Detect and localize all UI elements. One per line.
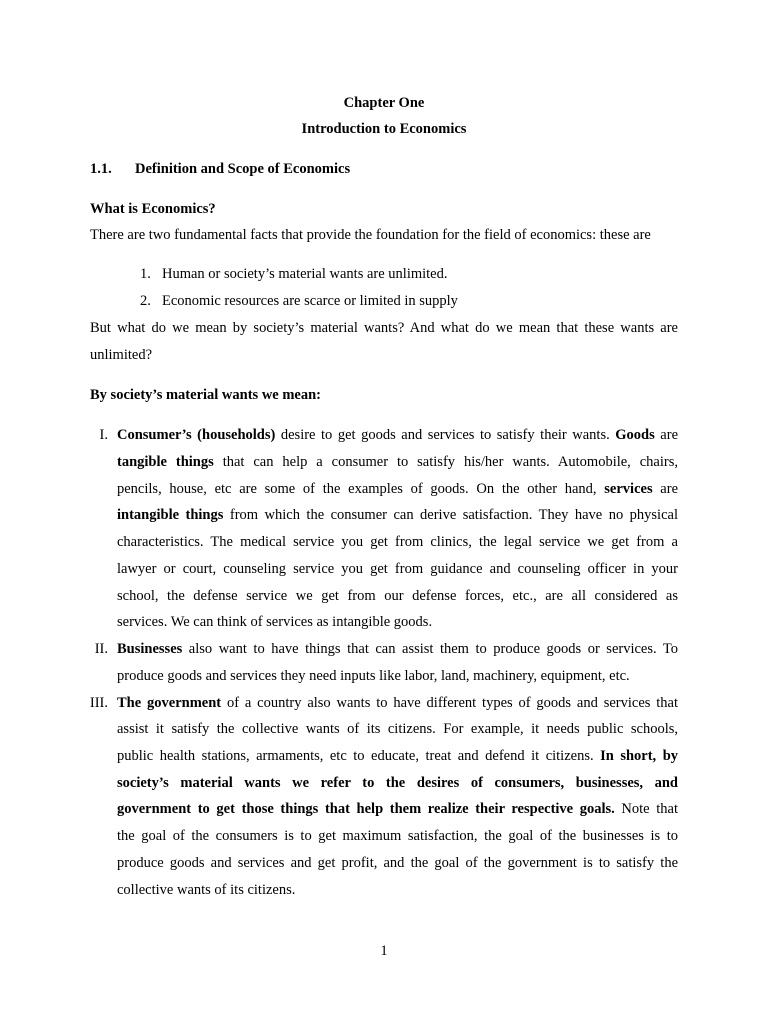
list-item-line: society’s material wants we refer to the desires of consumers, businesses, and [117, 775, 678, 791]
roman-numeral: III. [89, 695, 108, 711]
list-item-line: government to get those things that help them realize their respective goals. Note that [117, 801, 678, 817]
list-item-line: public health stations, armaments, etc to educate, treat and defend it citizens. In short, by [117, 748, 679, 764]
list-item-line: Businesses also want to have things that can assist them to produce goods or services. To [117, 641, 678, 657]
list-item-line: The government of a country also wants to have different types of goods and services that [117, 695, 678, 711]
list-item-line: characteristics. The medical service you get from clinics, the legal service we get from a [117, 534, 678, 550]
list-item-line: the goal of the consumers is to get maximum satisfaction, the goal of the businesses is to [117, 828, 678, 844]
intro-paragraph: There are two fundamental facts that provide the foundation for the field of economics: these are [90, 227, 651, 243]
page-number: 1 [380, 943, 388, 959]
wants-heading: By society’s material wants we mean: [90, 387, 322, 403]
list-item-line: tangible things that can help a consumer to satisfy his/her wants. Automobile, chairs, [117, 454, 678, 470]
list-item-line: produce goods and services and get profit, and the goal of the government is to satisfy the [117, 855, 678, 871]
question-paragraph-line: unlimited? [90, 347, 153, 363]
roman-numeral: I. [99, 427, 108, 443]
list-item-line: assist it satisfy the collective wants of its citizens. For example, it needs public schools, [117, 721, 678, 737]
list-item-line: pencils, house, etc are some of the examples of goods. On the other hand, services are [117, 481, 679, 497]
fact-number: 1. [140, 266, 151, 282]
fact-number: 2. [140, 293, 151, 309]
list-item-line: collective wants of its citizens. [117, 882, 296, 898]
list-item-line: lawyer or court, counseling service you get from guidance and counseling officer in your [117, 561, 678, 577]
list-item-line: Consumer’s (households) desire to get goods and services to satisfy their wants. Goods are [117, 427, 678, 443]
fact-text: Human or society’s material wants are unlimited. [162, 266, 448, 282]
chapter-subtitle: Introduction to Economics [301, 121, 467, 137]
list-item-line: school, the defense service we get from our defense forces, etc., are all considered as [117, 588, 678, 604]
list-item-line: intangible things from which the consumer can derive satisfaction. They have no physical [117, 507, 678, 523]
section-number: 1.1. [90, 161, 112, 177]
question-heading: What is Economics? [90, 201, 216, 217]
chapter-title: Chapter One [343, 95, 425, 111]
list-item-line: services. We can think of services as intangible goods. [117, 614, 433, 630]
section-title: Definition and Scope of Economics [135, 161, 351, 177]
question-paragraph-line: But what do we mean by society’s material wants? And what do we mean that these wants are [90, 320, 678, 336]
list-item-line: produce goods and services they need inputs like labor, land, machinery, equipment, etc. [117, 668, 630, 684]
fact-text: Economic resources are scarce or limited in supply [162, 293, 458, 309]
roman-numeral: II. [94, 641, 108, 657]
